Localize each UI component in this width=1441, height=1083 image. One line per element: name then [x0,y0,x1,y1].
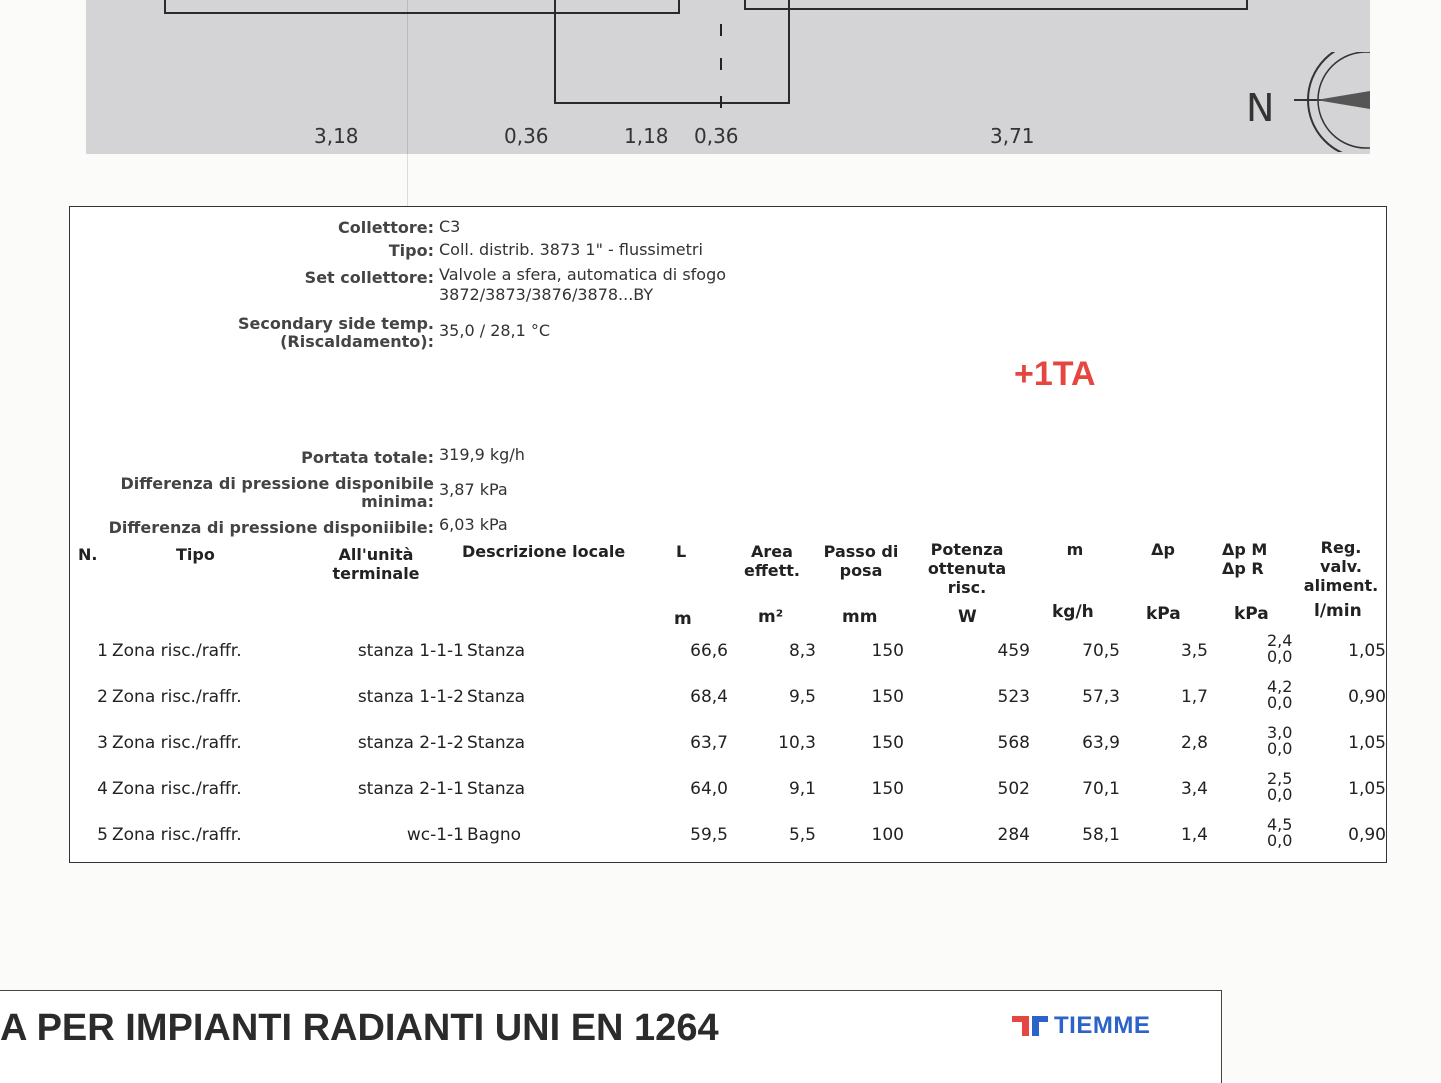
cell-dpr: 0,0 [1267,739,1293,758]
cell-l: 63,7 [690,733,728,753]
cell-dpr: 0,0 [1267,831,1293,850]
unit-reg: l/min [1314,601,1362,621]
plan-room-outline [744,0,1248,10]
col-header-tipo: Tipo [176,545,215,564]
cell-passo: 150 [871,733,904,753]
cell-dpr: 0,0 [1267,647,1293,666]
cell-n: 4 [97,779,108,799]
cell-n: 2 [97,687,108,707]
cell-descrizione: Bagno [467,825,522,845]
cell-dpmr [1267,633,1292,665]
secondary-temp-label-2: (Riscaldamento): [280,332,434,351]
cell-l: 66,6 [690,641,728,661]
cell-dpmr [1267,679,1292,711]
unit-dpmr: kPa [1234,604,1269,624]
cell-tipo: Zona risc./raffr. [112,779,242,799]
table-row [70,723,1386,779]
cell-descrizione: Stanza [467,641,525,661]
report-footer-header [0,990,1222,1083]
cell-tipo: Zona risc./raffr. [112,687,242,707]
col-header-dpmr: Δp M Δp R [1222,540,1268,578]
cell-dp: 3,4 [1180,779,1208,799]
cell-passo: 150 [871,687,904,707]
cell-area: 10,3 [778,733,816,753]
col-header-n: N. [78,545,98,564]
plan-dimension: 3,71 [990,124,1035,148]
cell-dpmr [1267,817,1292,849]
col-header-dp: Δp [1151,540,1175,559]
cell-reg: 1,05 [1348,779,1386,799]
col-header-passo: Passo di posa [823,542,899,580]
col-header-l: L [676,542,687,561]
cell-descrizione: Stanza [467,687,525,707]
north-arrow-icon [1286,52,1370,152]
brand-logo [1012,1011,1150,1041]
secondary-temp-value: 35,0 / 28,1 °C [439,321,551,340]
manifold-report-box [69,206,1387,863]
pressione-value: 6,03 kPa [439,515,508,534]
cell-m: 58,1 [1082,825,1120,845]
cell-n: 5 [97,825,108,845]
plan-room-outline [554,0,790,104]
pressione-minima-label: Differenza di pressione disponibile [120,474,434,493]
brand-name: TIEMME [1054,1012,1151,1039]
unit-potenza: W [958,607,977,627]
unit-m: kg/h [1052,602,1094,622]
col-header-unita: All'unità terminale [332,545,420,583]
cell-dpm: 2,5 [1267,769,1293,788]
cell-n: 1 [97,641,108,661]
plan-axis-mark [720,24,722,36]
cell-dpm: 4,5 [1267,815,1293,834]
cell-reg: 1,05 [1348,641,1386,661]
report-title: A PER IMPIANTI RADIANTI UNI EN 1264 [0,1007,719,1049]
tiemme-logo-icon [1012,1014,1050,1038]
floor-plan-fragment [86,0,1370,154]
col-header-reg: Reg. valv. aliment. [1303,538,1379,595]
col-header-descrizione: Descrizione locale [462,542,626,561]
plan-dimension: 0,36 [694,124,739,148]
cell-descrizione: Stanza [467,733,525,753]
cell-unita: wc-1-1 [406,825,464,845]
table-row [70,815,1386,871]
plan-axis-mark [720,96,722,108]
collettore-value: C3 [439,217,461,236]
cell-tipo: Zona risc./raffr. [112,825,242,845]
plan-dimension: 3,18 [314,124,359,148]
cell-dp: 1,7 [1180,687,1208,707]
cell-tipo: Zona risc./raffr. [112,641,242,661]
table-row [70,677,1386,733]
cell-reg: 0,90 [1348,687,1386,707]
secondary-temp-label: Secondary side temp. [238,314,434,333]
cell-area: 5,5 [788,825,816,845]
portata-totale-value: 319,9 kg/h [439,445,525,464]
unit-passo: mm [842,607,878,627]
cell-reg: 1,05 [1348,733,1386,753]
cell-l: 59,5 [690,825,728,845]
thermostat-badge: +1TA [1014,355,1096,393]
unit-dp: kPa [1146,604,1181,624]
cell-potenza: 284 [997,825,1030,845]
cell-unita: stanza 1-1-2 [357,687,464,707]
set-collettore-value-2: 3872/3873/3876/3878...BY [439,285,654,304]
table-row [70,769,1386,825]
cell-m: 57,3 [1082,687,1120,707]
cell-m: 63,9 [1082,733,1120,753]
cell-potenza: 459 [997,641,1030,661]
cell-area: 9,1 [788,779,816,799]
cell-m: 70,5 [1082,641,1120,661]
cell-unita: stanza 1-1-1 [357,641,464,661]
cell-unita: stanza 2-1-2 [357,733,464,753]
north-label: N [1246,86,1275,130]
table-row [70,631,1386,687]
cell-n: 3 [97,733,108,753]
cell-reg: 0,90 [1348,825,1386,845]
cell-dpr: 0,0 [1267,785,1293,804]
collettore-label: Collettore: [338,218,434,237]
pressione-minima-value: 3,87 kPa [439,480,508,499]
plan-axis-mark [720,58,722,70]
cell-potenza: 502 [997,779,1030,799]
cell-tipo: Zona risc./raffr. [112,733,242,753]
cell-m: 70,1 [1082,779,1120,799]
cell-area: 8,3 [788,641,816,661]
portata-totale-label: Portata totale: [301,448,434,467]
cell-dp: 1,4 [1180,825,1208,845]
cell-passo: 100 [871,825,904,845]
cell-dpm: 3,0 [1267,723,1293,742]
unit-l: m [674,609,692,629]
pressione-minima-label-2: minima: [361,492,434,511]
cell-potenza: 523 [997,687,1030,707]
cell-potenza: 568 [997,733,1030,753]
cell-dp: 3,5 [1180,641,1208,661]
cell-dpmr [1267,725,1292,757]
cell-unita: stanza 2-1-1 [357,779,464,799]
col-header-potenza: Potenza ottenuta risc. [927,540,1007,597]
set-collettore-label: Set collettore: [304,268,434,287]
cell-passo: 150 [871,641,904,661]
cell-l: 68,4 [690,687,728,707]
cell-descrizione: Stanza [467,779,525,799]
unit-area: m² [758,607,784,627]
cell-dpm: 2,4 [1267,631,1293,650]
tipo-label: Tipo: [388,241,434,260]
cell-dp: 2,8 [1180,733,1208,753]
cell-area: 9,5 [788,687,816,707]
plan-dimension: 1,18 [624,124,669,148]
plan-dimension: 0,36 [504,124,549,148]
cell-passo: 150 [871,779,904,799]
col-header-m: m [1066,540,1084,559]
cell-dpmr [1267,771,1292,803]
cell-dpm: 4,2 [1267,677,1293,696]
tipo-value: Coll. distrib. 3873 1" - flussimetri [439,240,703,259]
cell-l: 64,0 [690,779,728,799]
pressione-label: Differenza di pressione disponiibile: [108,518,434,537]
col-header-area: Area effett. [743,542,801,580]
set-collettore-value: Valvole a sfera, automatica di sfogo [439,265,727,284]
cell-dpr: 0,0 [1267,693,1293,712]
